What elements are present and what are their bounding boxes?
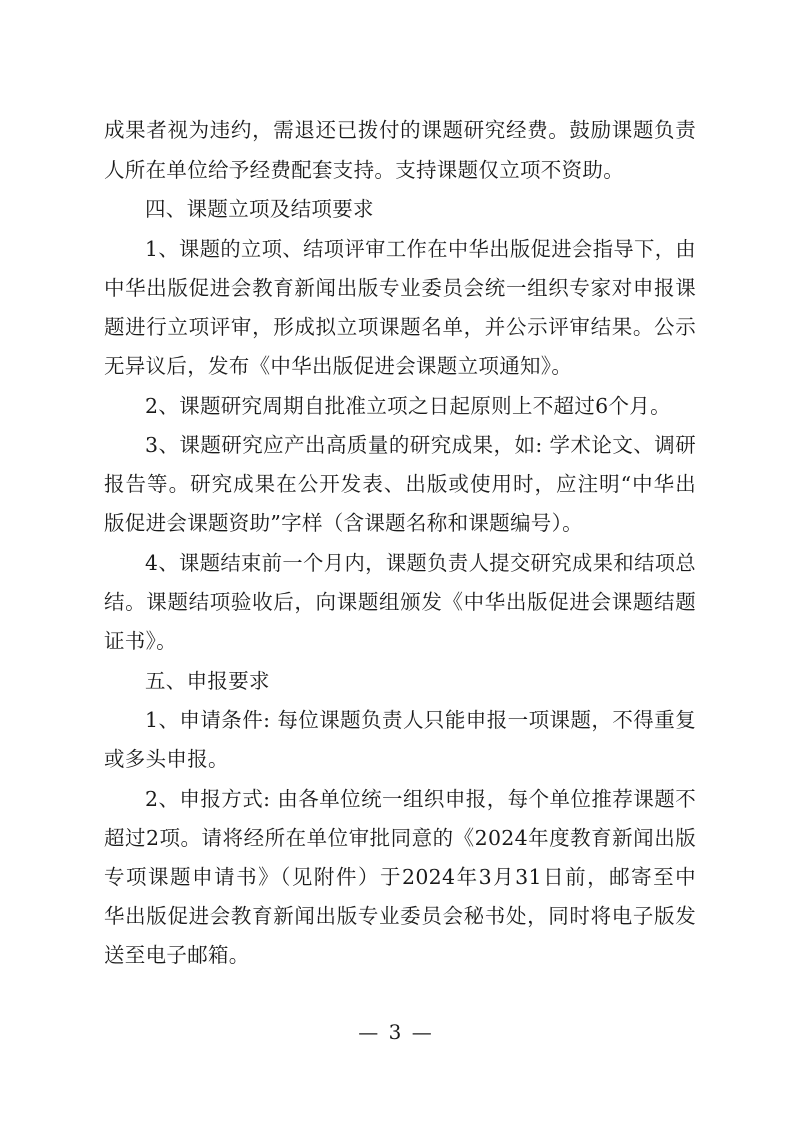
section-heading: 四、课题立项及结项要求 (145, 197, 374, 221)
paragraph-line: 版促进会课题资助”字样（含课题名称和课题编号）。 (104, 511, 583, 535)
paragraph-line: 结。课题结项验收后，向课题组颁发《中华出版促进会课题结题 (104, 590, 696, 614)
page-number: — 3 — (358, 1020, 434, 1044)
paragraph-line: 人所在单位给予经费配套支持。支持课题仅立项不资助。 (104, 158, 624, 182)
paragraph-line: 无异议后，发布《中华出版促进会课题立项通知》。 (104, 354, 573, 378)
paragraph-line: 2、课题研究周期自批准立项之日起原则上不超过6个月。 (145, 394, 671, 418)
paragraph-line: 或多头申报。 (104, 747, 229, 771)
paragraph-line: 题进行立项评审，形成拟立项课题名单，并公示评审结果。公示 (104, 315, 696, 339)
paragraph-line: 3、课题研究应产出高质量的研究成果，如: 学术论文、调研 (145, 433, 696, 457)
paragraph-line: 1、课题的立项、结项评审工作在中华出版促进会指导下，由 (145, 237, 696, 261)
paragraph-line: 送至电子邮箱。 (104, 943, 250, 967)
paragraph-line: 超过2项。请将经所在单位审批同意的《2024年度教育新闻出版 (104, 826, 696, 850)
paragraph-line: 成果者视为违约，需退还已拨付的课题研究经费。鼓励课题负责 (104, 118, 696, 142)
paragraph-line: 中华出版促进会教育新闻出版专业委员会统一组织专家对申报课 (104, 276, 696, 300)
paragraph-line: 4、课题结束前一个月内，课题负责人提交研究成果和结项总 (145, 551, 696, 575)
body-text (104, 114, 696, 972)
section-heading: 五、申报要求 (145, 669, 270, 693)
paragraph-line: 专项课题申请书》（见附件）于2024年3月31日前，邮寄至中 (104, 865, 696, 889)
paragraph-line: 华出版促进会教育新闻出版专业委员会秘书处，同时将电子版发 (104, 904, 696, 928)
paragraph-line: 证书》。 (104, 629, 177, 653)
paragraph-line: 报告等。研究成果在公开发表、出版或使用时，应注明“中华出 (104, 472, 696, 496)
paragraph-line: 1、申请条件: 每位课题负责人只能申报一项课题，不得重复 (145, 708, 696, 732)
paragraph-line: 2、申报方式: 由各单位统一组织申报，每个单位推荐课题不 (145, 787, 696, 811)
